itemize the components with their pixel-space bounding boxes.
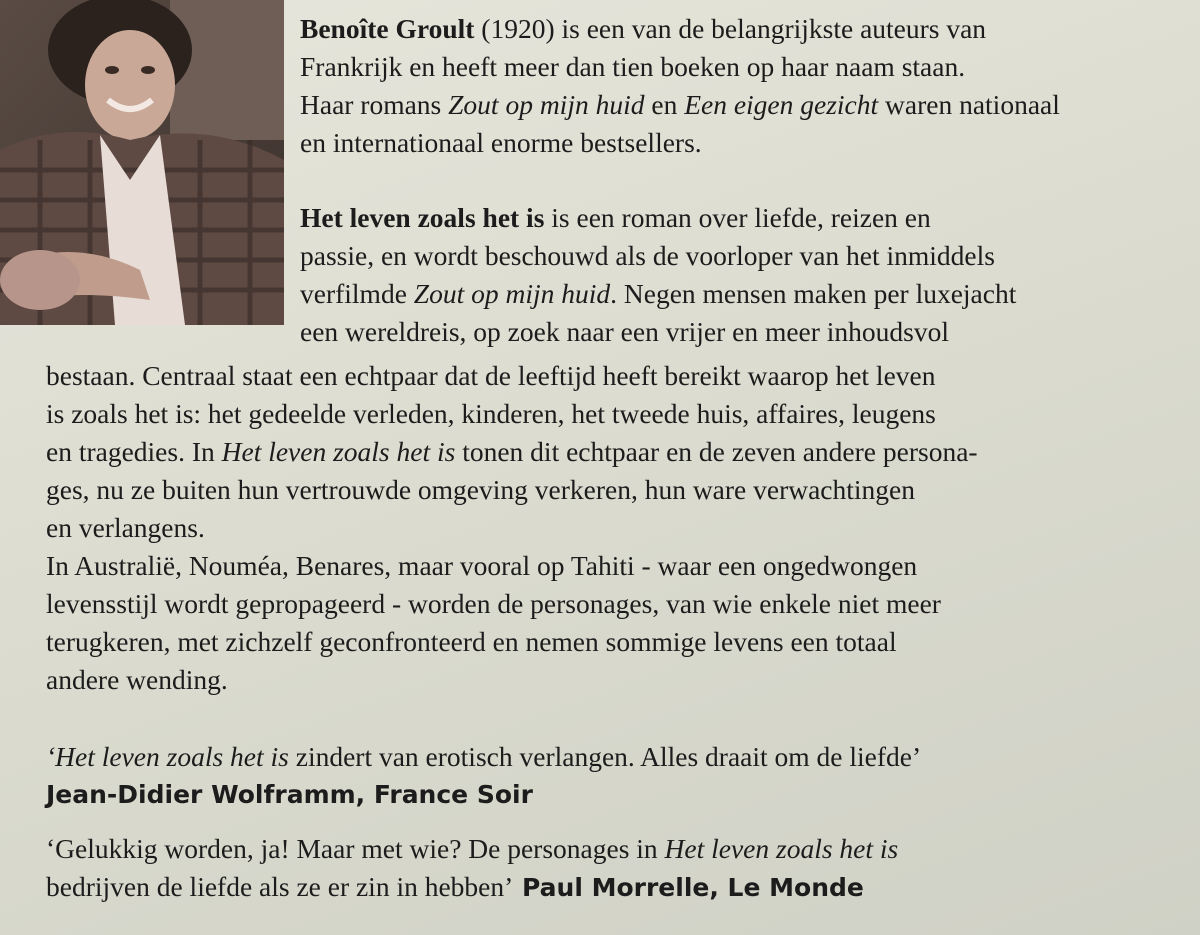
author-portrait-image <box>0 0 284 325</box>
summary-line: In Australië, Nouméa, Benares, maar vooral op Tahiti - waar een ongedwongen <box>46 550 918 581</box>
quote-text: ‘Gelukkig worden, ja! Maar met wie? De personages in Het leven zoals het is <box>46 833 899 864</box>
quote-source: Paul Morrelle, Le Monde <box>513 873 864 902</box>
quote-text: ‘Het leven zoals het is zindert van erotisch verlangen. Alles draait om de liefde’ <box>46 741 922 772</box>
summary-line: ges, nu ze buiten hun vertrouwde omgeving verkeren, hun ware verwachtingen <box>46 474 916 505</box>
bio-line: Frankrijk en heeft meer dan tien boeken op haar naam staan. <box>300 51 966 82</box>
summary-line: levensstijl wordt gepropageerd - worden de personages, van wie enkele niet meer <box>46 588 941 619</box>
book-title: Zout op mijn huid <box>413 278 611 309</box>
summary-line: passie, en wordt beschouwd als de voorloper van het inmiddels <box>300 240 995 271</box>
summary-line: een wereldreis, op zoek naar een vrijer en meer inhoudsvol <box>300 316 950 347</box>
quote-text: bedrijven de liefde als ze er zin in hebben’ Paul Morrelle, Le Monde <box>46 871 864 902</box>
summary-line: is zoals het is: het gedeelde verleden, kinderen, het tweede huis, affaires, leugens <box>46 398 936 429</box>
book-title: Het leven zoals het is <box>55 741 289 772</box>
author-name: Benoîte Groult <box>300 13 475 44</box>
summary-line: Het leven zoals het is is een roman over liefde, reizen en <box>300 202 931 233</box>
bio-line: Benoîte Groult (1920) is een van de belangrijkste auteurs van <box>300 13 987 44</box>
book-title: Een eigen gezicht <box>684 89 879 120</box>
book-summary-body <box>46 357 978 699</box>
summary-line: verfilmde Zout op mijn huid. Negen mensen maken per luxejacht <box>300 278 1017 309</box>
book-title: Het leven zoals het is <box>221 436 456 467</box>
book-title: Zout op mijn huid <box>448 89 645 120</box>
review-quote-2 <box>46 830 898 906</box>
bio-line: Haar romans Zout op mijn huid en Een eigen gezicht waren nationaal <box>300 89 1060 120</box>
book-title-bold: Het leven zoals het is <box>300 202 545 233</box>
summary-line: en tragedies. In Het leven zoals het is tonen dit echtpaar en de zeven andere persona- <box>46 436 978 467</box>
summary-line: andere wending. <box>46 664 228 695</box>
summary-line: en verlangens. <box>46 512 205 543</box>
summary-line: bestaan. Centraal staat een echtpaar dat de leeftijd heeft bereikt waarop het leven <box>46 360 936 391</box>
author-photo <box>0 0 284 325</box>
author-bio <box>300 10 1060 162</box>
book-title: Het leven zoals het is <box>664 833 899 864</box>
quote-source: Jean-Didier Wolframm, France Soir <box>46 780 533 809</box>
book-summary-top <box>300 199 1016 351</box>
review-quote-1 <box>46 738 921 814</box>
summary-line: terugkeren, met zichzelf geconfronteerd en nemen sommige levens een totaal <box>46 626 897 657</box>
bio-line: en internationaal enorme bestsellers. <box>300 127 702 158</box>
